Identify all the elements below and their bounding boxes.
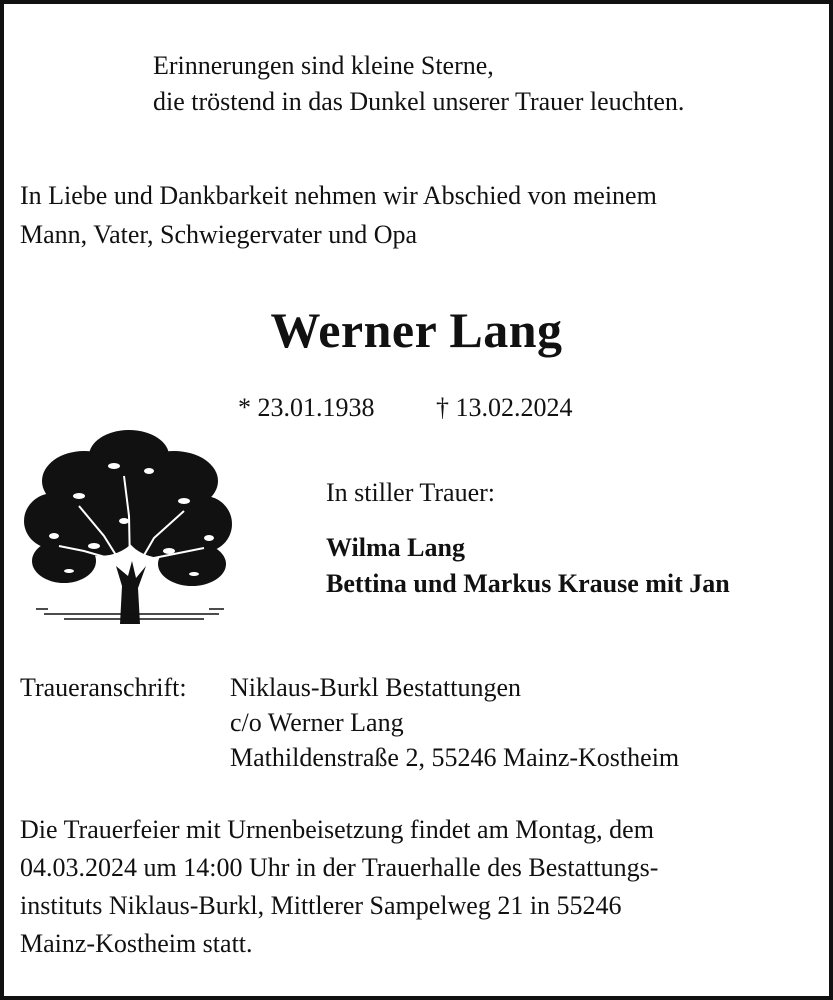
motto-line-1: Erinnerungen sind kleine Sterne, <box>153 51 494 80</box>
ceremony-line: instituts Niklaus-Burkl, Mittlerer Sampelweg 21 in 55246 <box>20 891 622 920</box>
birth-date: * 23.01.1938 <box>238 393 375 422</box>
ceremony-line: Mainz-Kostheim statt. <box>20 929 253 958</box>
ceremony-line: 04.03.2024 um 14:00 Uhr in der Trauerhalle des Bestattungs- <box>20 853 659 882</box>
ceremony-line: Die Trauerfeier mit Urnenbeisetzung findet am Montag, dem <box>20 815 654 844</box>
death-date: † 13.02.2024 <box>436 393 573 422</box>
mourners-heading: In stiller Trauer: <box>326 478 495 507</box>
address-label: Traueranschrift: <box>20 673 187 702</box>
motto-line-2: die tröstend in das Dunkel unserer Trauer leuchten. <box>153 87 685 116</box>
intro-line-2: Mann, Vater, Schwiegervater und Opa <box>20 220 418 249</box>
intro-line-1: In Liebe und Dankbarkeit nehmen wir Abschied von meinem <box>20 181 657 210</box>
tree-icon <box>24 426 234 626</box>
address-line: Mathildenstraße 2, 55246 Mainz-Kostheim <box>230 743 680 772</box>
address-line: c/o Werner Lang <box>230 708 404 737</box>
address-line: Niklaus-Burkl Bestattungen <box>230 673 522 702</box>
mourner-name: Bettina und Markus Krause mit Jan <box>326 569 730 598</box>
mourner-name: Wilma Lang <box>326 533 465 562</box>
deceased-name: Werner Lang <box>270 302 563 358</box>
